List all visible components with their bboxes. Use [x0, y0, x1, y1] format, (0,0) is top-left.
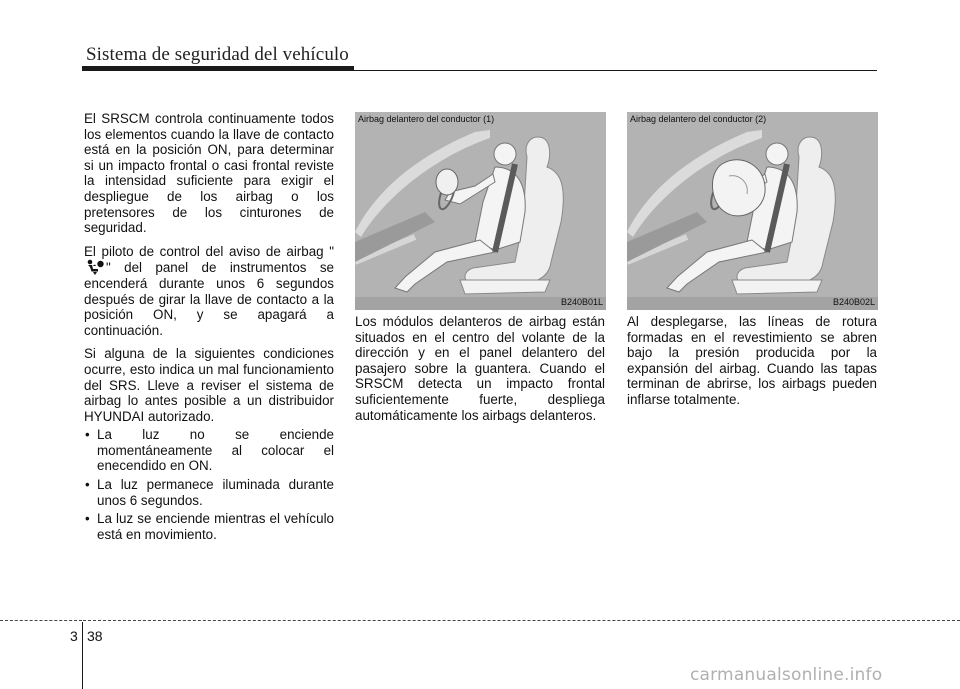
- figure-code: B240B02L: [832, 297, 875, 307]
- paragraph-warning-light: [84, 244, 334, 339]
- footer-rule-right: [83, 620, 960, 621]
- page-number: 38: [87, 628, 103, 644]
- figure-title: Airbag delantero del conductor (2): [630, 114, 767, 124]
- figure-code: B240B01L: [560, 297, 603, 307]
- list-item: • La luz no se enciende momentáneamente al colocar el enecendido en ON.: [84, 427, 334, 474]
- paragraph-malfunction: Si alguna de la siguientes condiciones ocurre, esto indica un mal funcionamiento del SRS. Lleve a reviser el sistema de airbag lo antes posible a un distribuidor HYUNDAI autorizado.: [84, 346, 334, 424]
- driver-airbag-illustration-2: [627, 112, 878, 310]
- header-rule-thick: [82, 66, 354, 71]
- paragraph-text-after-icon: " del panel de instrumentos se encenderá durante unos 6 segundos después de girar la llave de contacto a la posición ON, y se apagará a continuación.: [84, 260, 334, 338]
- paragraph-text-before-icon: El piloto de control del aviso de airbag ": [84, 243, 334, 259]
- watermark-text: carmanualsonline.info: [690, 665, 883, 685]
- text-column-2: [355, 314, 605, 431]
- figure-airbag-driver-1: [355, 112, 606, 310]
- malfunction-conditions-list: [84, 427, 334, 542]
- figure-title: Airbag delantero del conductor (1): [358, 114, 495, 124]
- header-rule-thin: [354, 70, 877, 71]
- paragraph-airbag-modules: Los módulos delanteros de airbag están situados en el centro del volante de la dirección y en el panel delantero del pasajero sobre la guantera. Cuando el SRSCM detecta un impacto frontal suficientemente fuerte, despliega automáticamente los airbags delanteros.: [355, 314, 605, 423]
- text-column-1: [84, 111, 334, 545]
- list-item: • La luz permanece iluminada durante unos 6 segundos.: [84, 477, 334, 508]
- paragraph-airbag-deployment: Al desplegarse, las líneas de rotura formadas en el revestimiento se abren bajo la presión producida por la expansión del airbag. Cuando las tapas terminan de abrirse, los airbags pueden inflarse totalmente.: [627, 314, 877, 407]
- footer-rule-vertical: [82, 622, 83, 689]
- text-column-3: [627, 314, 877, 416]
- list-item: • La luz se enciende mientras el vehículo está en movimiento.: [84, 511, 334, 542]
- paragraph-srscm: El SRSCM controla continuamente todos los elementos cuando la llave de contacto está en la posición ON, para determinar si un impacto frontal o casi frontal reviste la intensidad suficiente para exigir el despliegue de los airbag o los pretensores de los cinturones de seguridad.: [84, 111, 334, 236]
- footer-rule-left: [0, 620, 82, 621]
- page-header-title: Sistema de seguridad del vehículo: [86, 44, 349, 65]
- figure-airbag-driver-2: [627, 112, 878, 310]
- driver-airbag-illustration-1: [355, 112, 606, 310]
- airbag-warning-icon: [84, 259, 106, 275]
- chapter-number: 3: [70, 628, 78, 644]
